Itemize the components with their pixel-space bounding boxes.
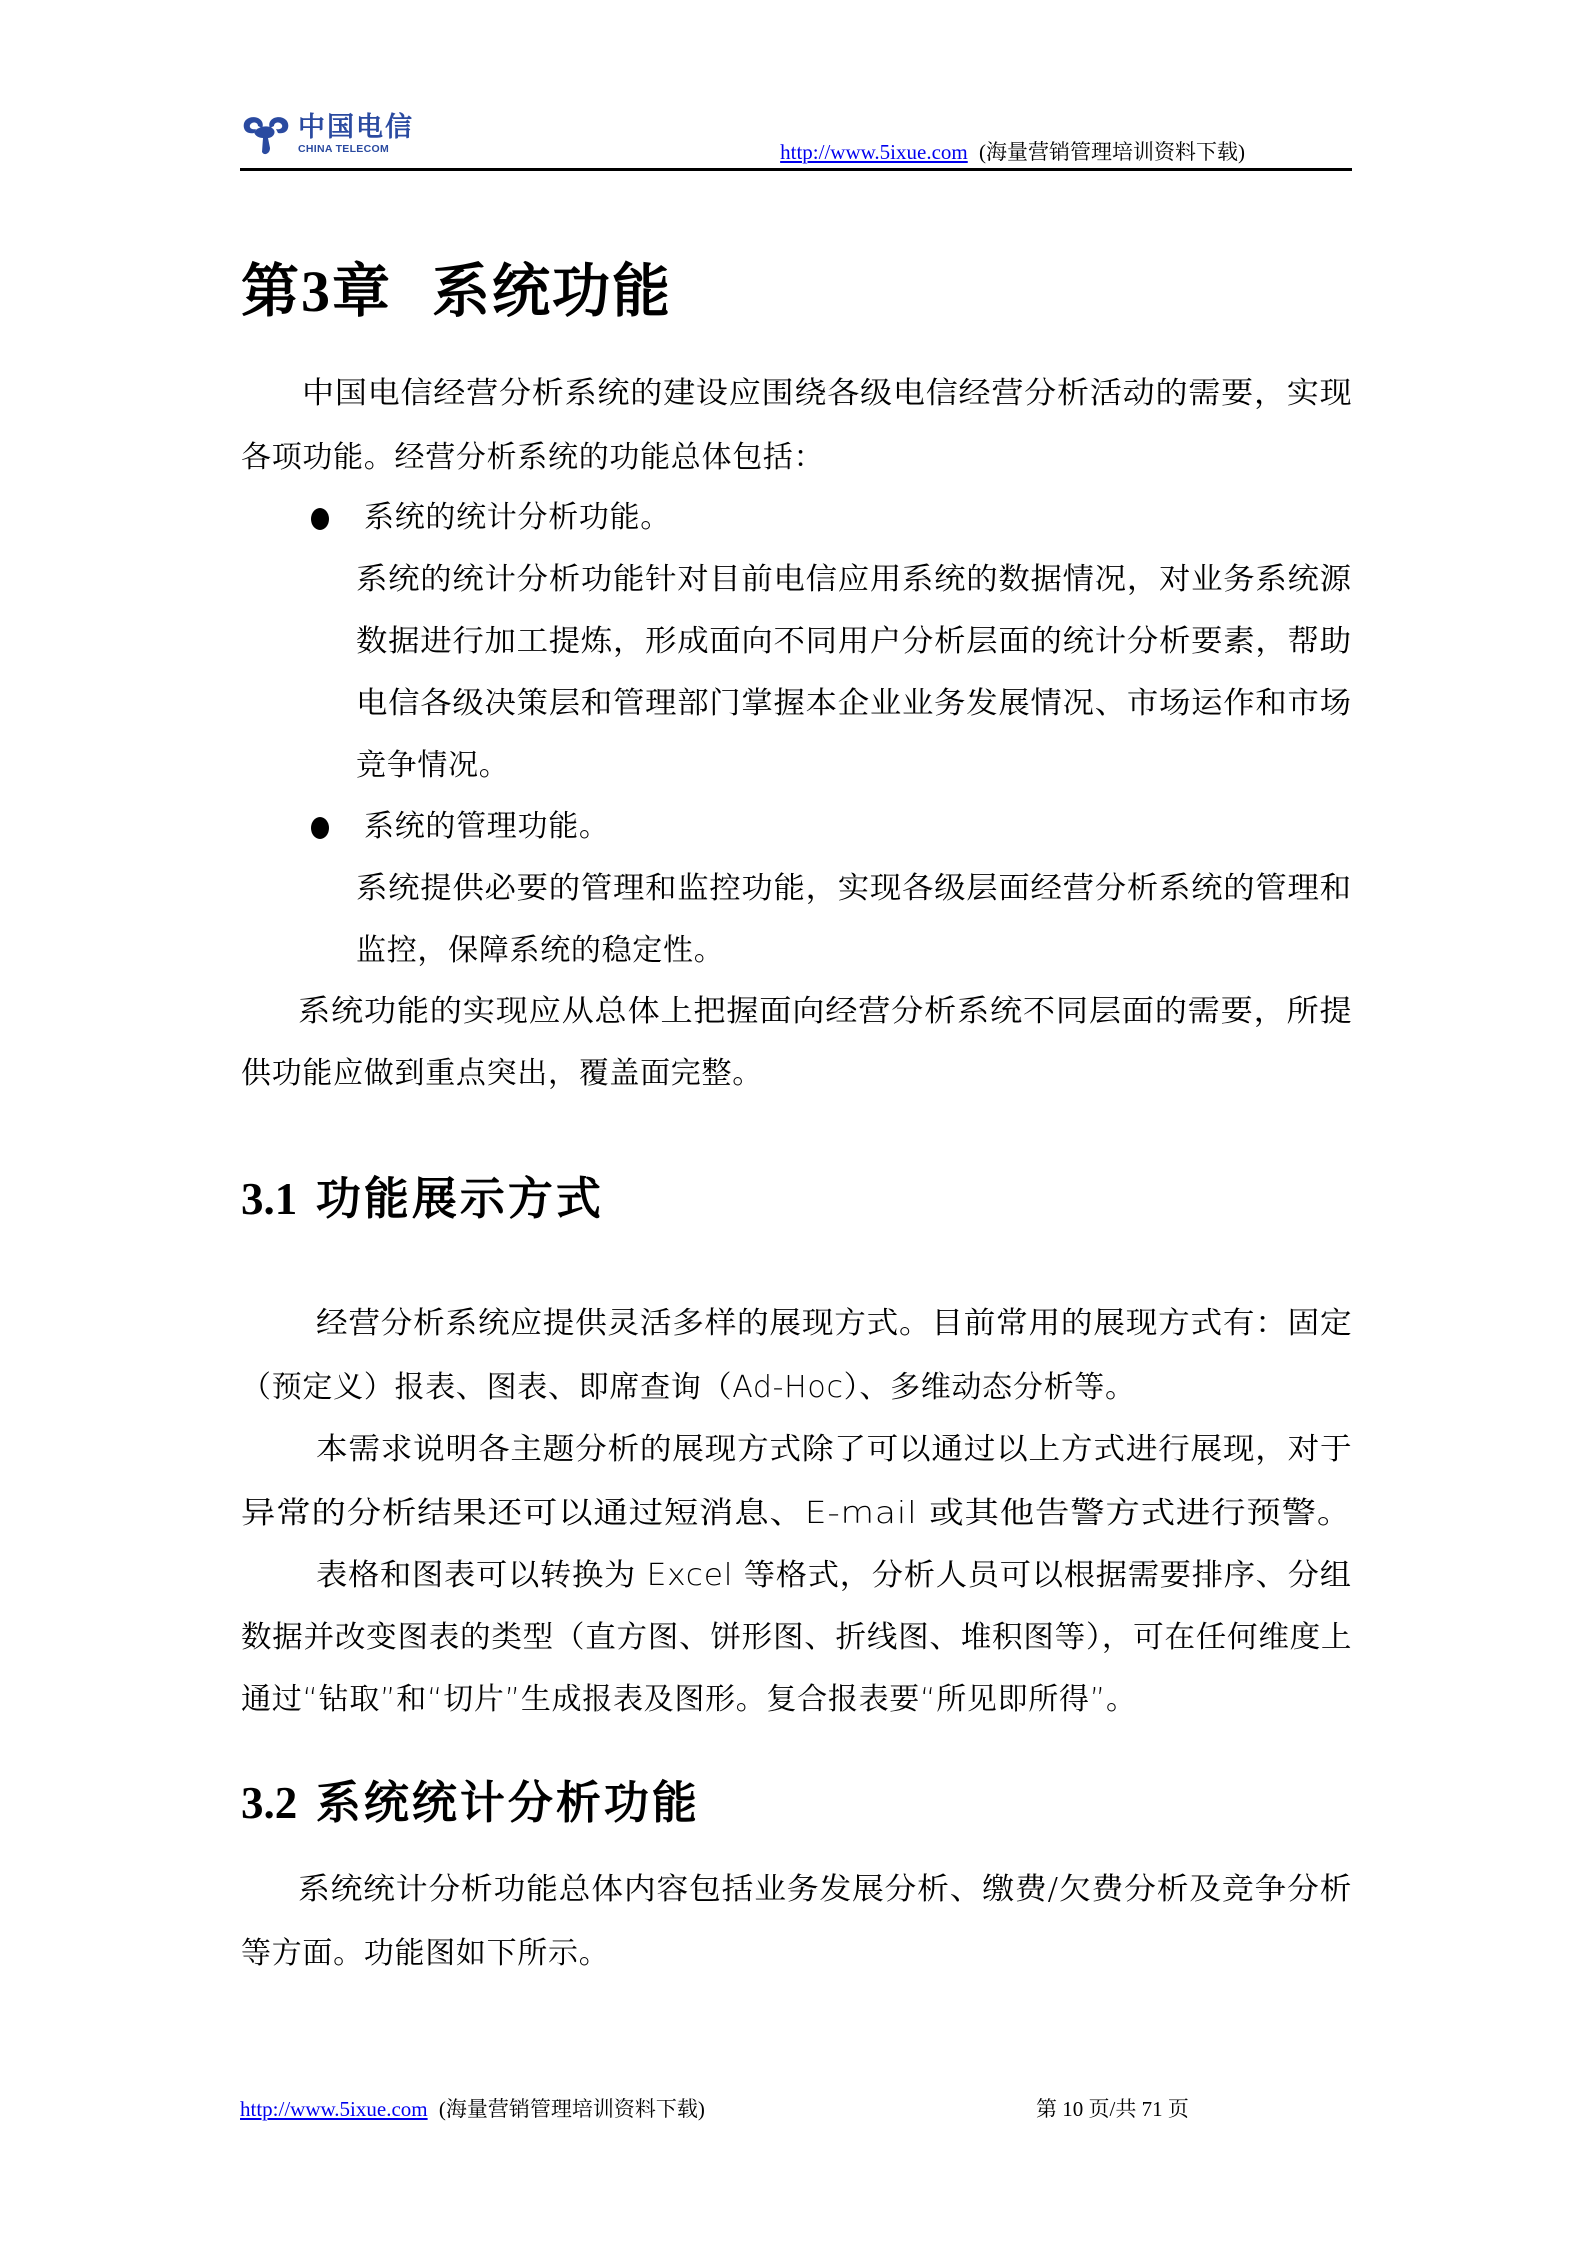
bullet-1-line-4: 竞争情况。 [356, 748, 510, 783]
logo-english-text: CHINA TELECOM [298, 142, 390, 155]
bullet-marker [311, 817, 329, 839]
logo-chinese-text: 中国电信 [298, 111, 414, 143]
footer-site-link[interactable]: http://www.5ixue.com [240, 2097, 428, 2121]
bullet-1-line-2: 数据进行加工提炼，形成面向不同用户分析层面的统计分析要素，帮助 [356, 624, 1352, 659]
section-3-1-p1-line-2: （预定义）报表、图表、即席查询（Ad-Hoc）、多维动态分析等。 [241, 1370, 1136, 1405]
chapter-name: 系统功能 [432, 257, 673, 325]
section-3-1-p3-line-3: 通过“钻取”和“切片”生成报表及图形。复合报表要“所见即所得”。 [241, 1682, 1137, 1717]
section-3-1-p2-line-1: 本需求说明各主题分析的展现方式除了可以通过以上方式进行展现，对于 [316, 1432, 1353, 1467]
header-site-info [780, 136, 1245, 166]
bullet-1-line-3: 电信各级决策层和管理部门掌握本企业业务发展情况、市场运作和市场 [356, 686, 1352, 721]
section-3-1-p3-line-2: 数据并改变图表的类型（直方图、饼形图、折线图、堆积图等），可在任何维度上 [241, 1620, 1353, 1655]
chapter-title [241, 244, 672, 328]
summary-line-1: 系统功能的实现应从总体上把握面向经营分析系统不同层面的需要，所提 [298, 994, 1353, 1029]
summary-line-2: 供功能应做到重点突出，覆盖面完整。 [241, 1056, 763, 1091]
intro-line-2: 各项功能。经营分析系统的功能总体包括： [241, 440, 825, 475]
header-tagline: (海量营销管理培训资料下载) [979, 140, 1245, 164]
chapter-number: 3 [301, 259, 333, 324]
chapter-suffix: 章 [332, 257, 393, 325]
section-3-2-line-2: 等方面。功能图如下所示。 [241, 1936, 610, 1971]
china-telecom-emblem-icon [240, 112, 292, 156]
china-telecom-logo [240, 112, 414, 156]
chapter-prefix: 第 [241, 257, 302, 325]
section-3-2-line-1: 系统统计分析功能总体内容包括业务发展分析、缴费/欠费分析及竞争分析 [298, 1872, 1353, 1907]
bullet-1-line-1: 系统的统计分析功能针对目前电信应用系统的数据情况，对业务系统源 [356, 562, 1352, 597]
bullet-2-line-2: 监控，保障系统的稳定性。 [356, 933, 725, 968]
page-footer [240, 2093, 1352, 2123]
intro-line-1: 中国电信经营分析系统的建设应围绕各级电信经营分析活动的需要，实现 [302, 376, 1353, 411]
footer-tagline: (海量营销管理培训资料下载) [438, 2097, 705, 2121]
section-3-1-p3-line-1: 表格和图表可以转换为 Excel 等格式，分析人员可以根据需要排序、分组 [316, 1558, 1352, 1593]
bullet-2-title: 系统的管理功能。 [364, 809, 610, 844]
section-3-1-p2-line-2: 异常的分析结果还可以通过短消息、E-mail 或其他告警方式进行预警。 [241, 1496, 1353, 1531]
bullet-marker [311, 508, 329, 530]
section-title: 系统统计分析功能 [315, 1776, 700, 1829]
page-header [240, 108, 1352, 170]
bullet-2-line-1: 系统提供必要的管理和监控功能，实现各级层面经营分析系统的管理和 [356, 871, 1352, 906]
section-3-1-p1-line-1: 经营分析系统应提供灵活多样的展现方式。目前常用的展现方式有：固定 [316, 1306, 1353, 1341]
section-title: 功能展示方式 [315, 1172, 604, 1225]
section-3-1-heading [241, 1162, 604, 1227]
page-number: 第 10 页/共 71 页 [1036, 2097, 1189, 2121]
section-number: 3.2 [241, 1778, 298, 1828]
header-site-link[interactable]: http://www.5ixue.com [780, 140, 968, 164]
section-3-2-heading [241, 1766, 700, 1831]
bullet-1-title: 系统的统计分析功能。 [364, 500, 671, 535]
header-divider [240, 168, 1352, 171]
section-number: 3.1 [241, 1174, 298, 1224]
